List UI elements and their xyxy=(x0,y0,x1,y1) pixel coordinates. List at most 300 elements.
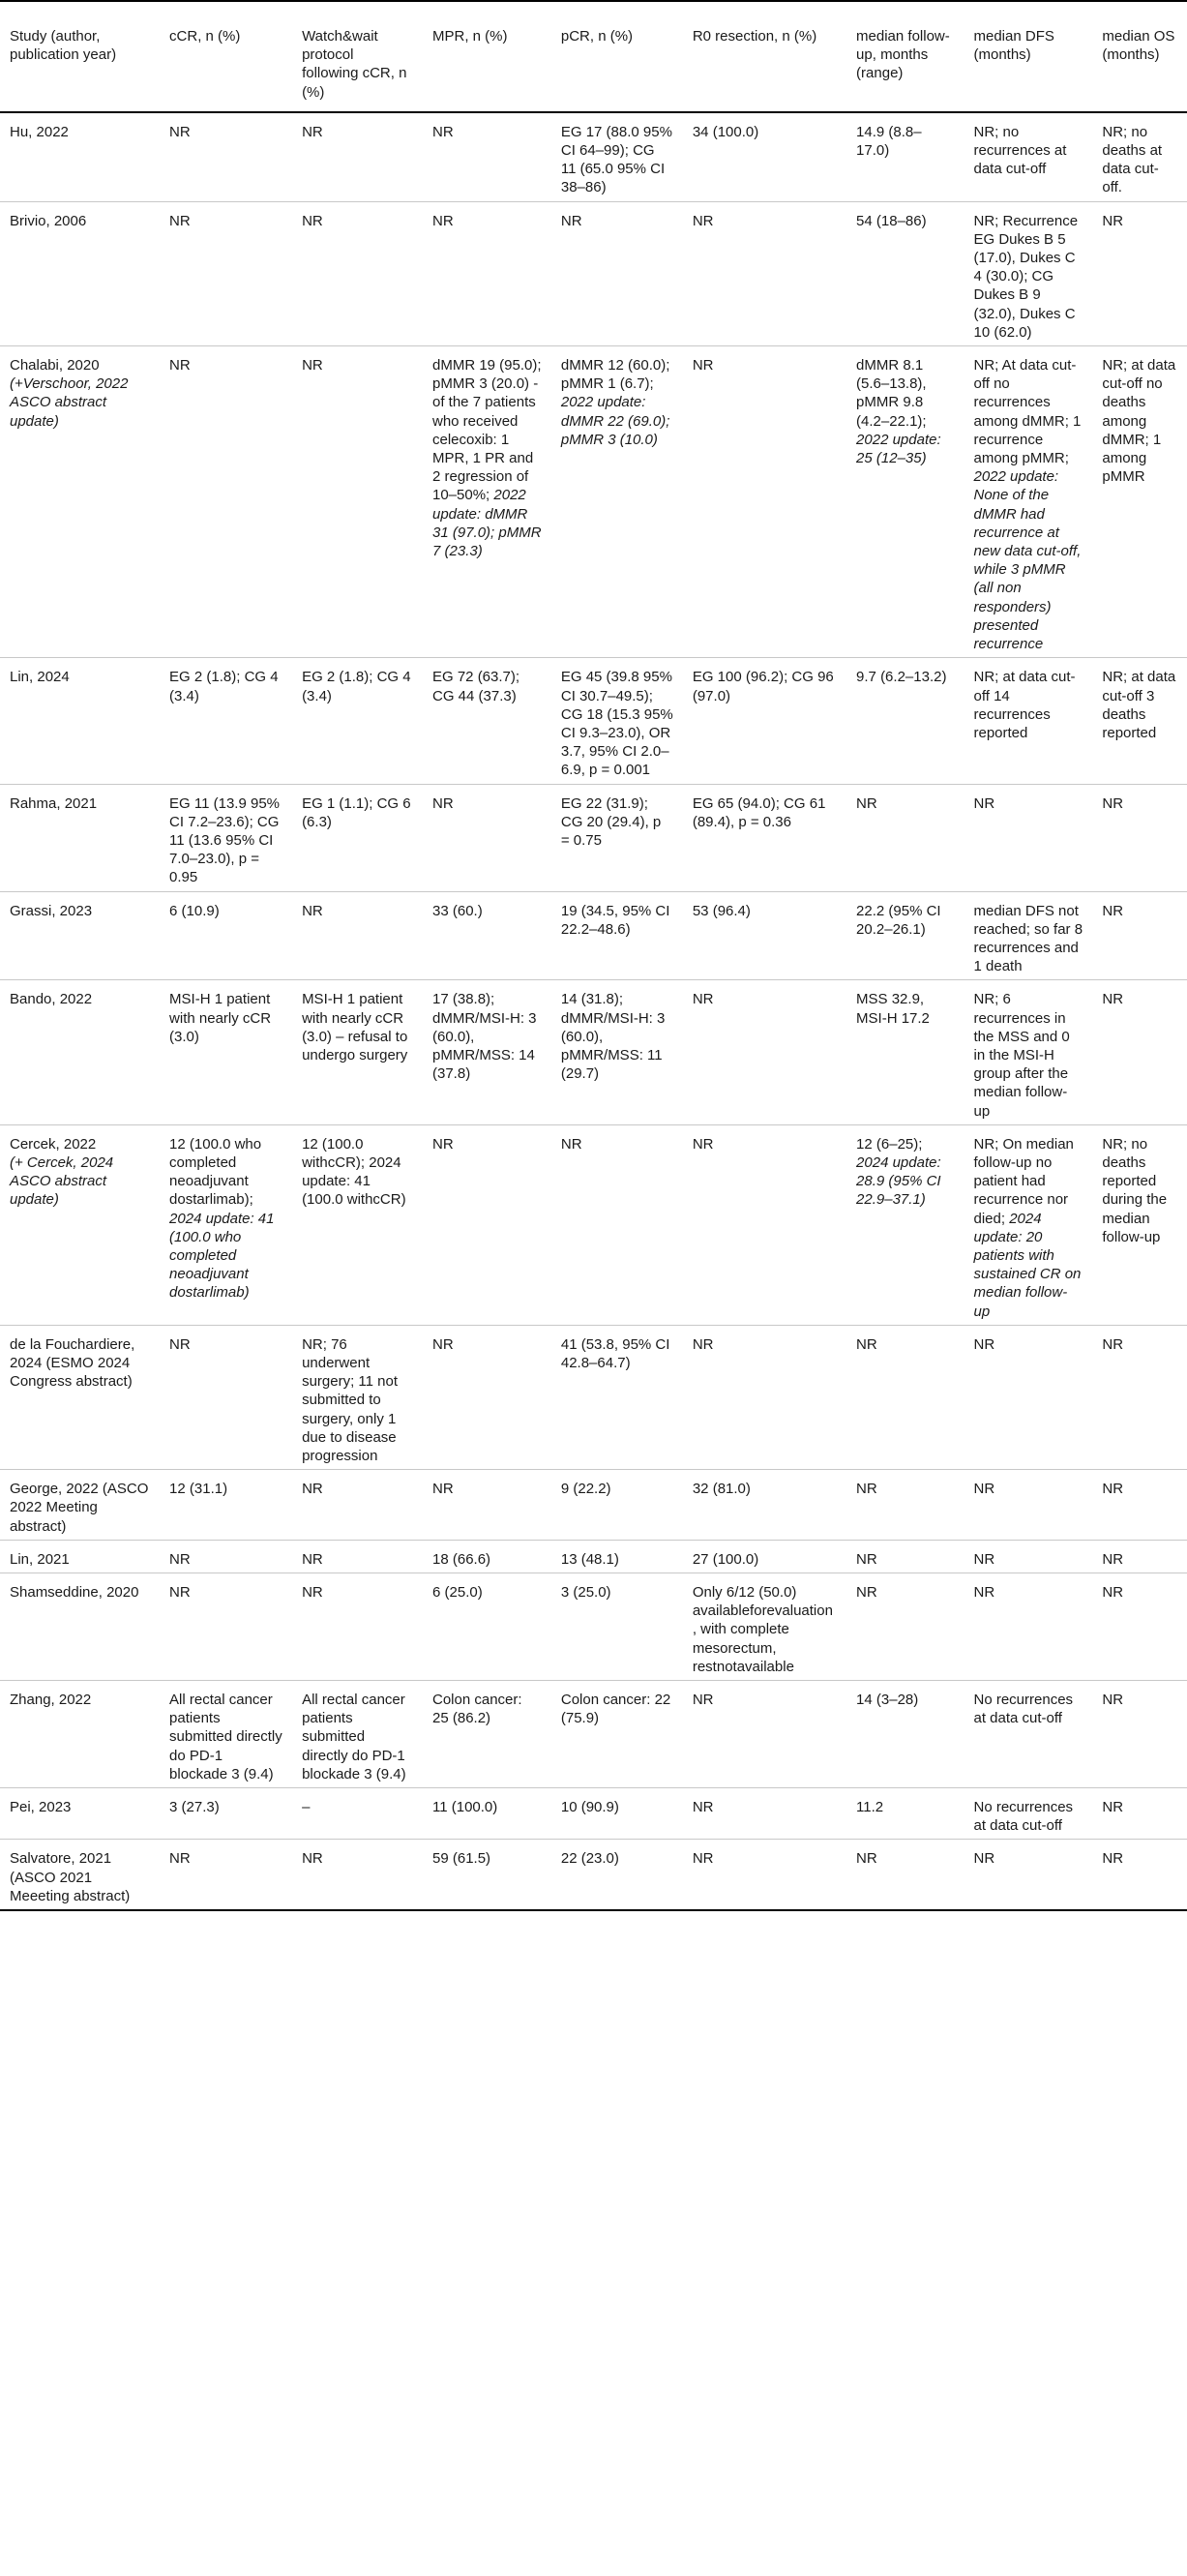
cell-update-text: 2022 update: dMMR 22 (69.0); pMMR 3 (10.0) xyxy=(560,394,670,448)
table-row xyxy=(0,346,1187,658)
cell-text: NR xyxy=(560,212,582,229)
table-body xyxy=(0,112,1187,1910)
cell-text: 12 (100.0 withcCR); 2024 update: 41 (100.0 withcCR) xyxy=(302,1135,406,1209)
cell-pcr xyxy=(551,1470,683,1541)
cell-text: NR xyxy=(169,1335,191,1353)
cell-ccr xyxy=(160,891,292,980)
table-row xyxy=(0,1470,1187,1541)
cell-watch-wait xyxy=(292,658,423,784)
cell-r0 xyxy=(683,1788,846,1840)
cell-update-text: 2022 update: 25 (12–35) xyxy=(856,431,941,467)
cell-follow-up xyxy=(846,1325,964,1469)
cell-watch-wait xyxy=(292,1788,423,1840)
cell-text: 3 (27.3) xyxy=(169,1799,220,1816)
cell-r0 xyxy=(683,980,846,1124)
cell-text: NR xyxy=(856,1335,877,1353)
cell-r0 xyxy=(683,201,846,345)
cell-text: NR; at data cut-off 14 recurrences reported xyxy=(973,669,1076,741)
cell-text: NR xyxy=(302,123,323,140)
cell-text: Rahma, 2021 xyxy=(10,794,98,812)
cell-text: NR xyxy=(1102,1335,1124,1353)
cell-text: NR xyxy=(1102,1481,1124,1498)
cell-text: NR xyxy=(692,1692,714,1709)
cell-pcr xyxy=(551,1681,683,1788)
cell-r0 xyxy=(683,1573,846,1681)
cell-text: EG 2 (1.8); CG 4 (3.4) xyxy=(302,669,411,704)
table-row xyxy=(0,1124,1187,1325)
cell-os xyxy=(1092,1470,1187,1541)
cell-os xyxy=(1092,1788,1187,1840)
cell-text: NR xyxy=(432,1335,454,1353)
cell-text: 33 (60.) xyxy=(432,902,483,919)
cell-text: NR; On median follow-up no patient had recurrence nor died; xyxy=(973,1135,1074,1227)
cell-study xyxy=(0,891,160,980)
cell-text: NR xyxy=(856,1550,877,1568)
cell-text: NR xyxy=(1102,1850,1124,1868)
header-row xyxy=(0,1,1187,112)
table-row xyxy=(0,1540,1187,1573)
cell-follow-up xyxy=(846,980,964,1124)
table-row xyxy=(0,980,1187,1124)
cell-update-text: (+ Cercek, 2024 ASCO abstract update) xyxy=(10,1153,114,1209)
cell-text: Grassi, 2023 xyxy=(10,902,93,919)
cell-mpr xyxy=(423,1540,551,1573)
cell-mpr xyxy=(423,1840,551,1910)
cell-pcr xyxy=(551,1325,683,1469)
cell-watch-wait xyxy=(292,784,423,891)
cell-text: NR xyxy=(432,1481,454,1498)
cell-text: 11.2 xyxy=(856,1799,884,1816)
cell-text: NR xyxy=(302,1850,323,1868)
cell-watch-wait xyxy=(292,1681,423,1788)
cell-text: – xyxy=(302,1799,311,1816)
cell-text: NR xyxy=(1102,1799,1124,1816)
cell-text: EG 22 (31.9); CG 20 (29.4), p = 0.75 xyxy=(560,794,662,849)
cell-text: 14 (3–28) xyxy=(856,1692,919,1709)
cell-ccr xyxy=(160,1124,292,1325)
cell-dfs xyxy=(964,201,1093,345)
cell-ccr xyxy=(160,658,292,784)
cell-os xyxy=(1092,346,1187,658)
cell-ccr xyxy=(160,1681,292,1788)
cell-text: NR xyxy=(432,1135,454,1153)
cell-follow-up xyxy=(846,1788,964,1840)
cell-dfs xyxy=(964,1788,1093,1840)
cell-os xyxy=(1092,980,1187,1124)
cell-text: 22 (23.0) xyxy=(560,1850,619,1868)
cell-text: de la Fouchardiere, 2024 (ESMO 2024 Congress abstract) xyxy=(10,1335,135,1391)
cell-dfs xyxy=(964,1540,1093,1573)
cell-dfs xyxy=(964,1470,1093,1541)
cell-os xyxy=(1092,1573,1187,1681)
cell-watch-wait xyxy=(292,891,423,980)
cell-study xyxy=(0,1681,160,1788)
cell-dfs xyxy=(964,1325,1093,1469)
cell-follow-up xyxy=(846,346,964,658)
cell-update-text: 2024 update: 20 patients with sustained CR on median follow-up xyxy=(973,1210,1082,1320)
cell-text: Salvatore, 2021 (ASCO 2021 Meeeting abstract) xyxy=(10,1850,131,1904)
table-row xyxy=(0,784,1187,891)
cell-pcr xyxy=(551,980,683,1124)
cell-study xyxy=(0,784,160,891)
cell-pcr xyxy=(551,112,683,201)
header-dfs: median DFS (months) xyxy=(973,28,1054,64)
table-row xyxy=(0,1681,1187,1788)
cell-text: Hu, 2022 xyxy=(10,123,69,140)
cell-dfs xyxy=(964,1681,1093,1788)
cell-watch-wait xyxy=(292,1124,423,1325)
cell-follow-up xyxy=(846,1681,964,1788)
cell-text: NR xyxy=(560,1135,582,1153)
cell-r0 xyxy=(683,112,846,201)
cell-text: NR xyxy=(432,123,454,140)
cell-text: All rectal cancer patients submitted directly do PD-1 blockade 3 (9.4) xyxy=(169,1692,282,1782)
cell-mpr xyxy=(423,784,551,891)
cell-text: NR xyxy=(1102,794,1124,812)
header-os: median OS (months) xyxy=(1102,28,1175,64)
cell-text: 12 (31.1) xyxy=(169,1481,228,1498)
cell-ccr xyxy=(160,346,292,658)
cell-text: NR xyxy=(856,794,877,812)
cell-text: 10 (90.9) xyxy=(560,1799,619,1816)
cell-pcr xyxy=(551,1124,683,1325)
cell-text: NR xyxy=(169,1584,191,1602)
cell-follow-up xyxy=(846,201,964,345)
cell-text: dMMR 19 (95.0); pMMR 3 (20.0) - of the 7 patients who received celecoxib: 1 MPR, 1 PR and 2 regression of 10–50%; xyxy=(432,357,542,504)
cell-text: 6 (10.9) xyxy=(169,902,220,919)
cell-text: NR xyxy=(692,1850,714,1868)
cell-pcr xyxy=(551,1840,683,1910)
cell-text: NR xyxy=(1102,1692,1124,1709)
cell-text: 17 (38.8); dMMR/MSI-H: 3 (60.0), pMMR/MSS: 14 (37.8) xyxy=(432,991,537,1083)
cell-os xyxy=(1092,1840,1187,1910)
cell-text: Bando, 2022 xyxy=(10,991,93,1008)
cell-r0 xyxy=(683,784,846,891)
table-row xyxy=(0,1573,1187,1681)
header-follow-up: median follow-up, months (range) xyxy=(856,28,950,82)
cell-study xyxy=(0,1840,160,1910)
cell-os xyxy=(1092,1681,1187,1788)
cell-text: No recurrences at data cut-off xyxy=(973,1799,1074,1835)
cell-ccr xyxy=(160,1573,292,1681)
cell-text: NR; at data cut-off no deaths among dMMR; 1 among pMMR xyxy=(1102,357,1176,486)
cell-ccr xyxy=(160,784,292,891)
cell-text: NR xyxy=(692,212,714,229)
cell-text: NR xyxy=(169,123,191,140)
cell-ccr xyxy=(160,1840,292,1910)
cell-study xyxy=(0,1540,160,1573)
cell-follow-up xyxy=(846,1470,964,1541)
cell-dfs xyxy=(964,1573,1093,1681)
cell-text: NR xyxy=(1102,902,1124,919)
cell-dfs xyxy=(964,112,1093,201)
table-row xyxy=(0,1325,1187,1469)
cell-text: 13 (48.1) xyxy=(560,1550,619,1568)
cell-text: Only 6/12 (50.0) availableforevaluation, with complete mesorectum, restnotavailable xyxy=(692,1584,833,1675)
cell-text: NR xyxy=(973,1584,995,1602)
cell-os xyxy=(1092,891,1187,980)
cell-text: NR xyxy=(432,212,454,229)
cell-follow-up xyxy=(846,1840,964,1910)
cell-text: NR xyxy=(302,1584,323,1602)
cell-text: NR xyxy=(1102,1584,1124,1602)
cell-text: NR; 76 underwent surgery; 11 not submitted to surgery, only 1 due to disease progression xyxy=(302,1335,399,1465)
cell-text: NR; no recurrences at data cut-off xyxy=(973,123,1067,178)
cell-pcr xyxy=(551,1540,683,1573)
cell-mpr xyxy=(423,112,551,201)
cell-ccr xyxy=(160,1788,292,1840)
cell-watch-wait xyxy=(292,1325,423,1469)
cell-r0 xyxy=(683,1470,846,1541)
cell-text: NR xyxy=(169,212,191,229)
table-row xyxy=(0,1788,1187,1840)
cell-r0 xyxy=(683,658,846,784)
cell-text: NR xyxy=(973,1481,995,1498)
cell-text: MSI-H 1 patient with nearly cCR (3.0) xyxy=(169,991,272,1045)
cell-text: NR xyxy=(856,1481,877,1498)
cell-os xyxy=(1092,1540,1187,1573)
cell-text: NR xyxy=(973,794,995,812)
cell-mpr xyxy=(423,1573,551,1681)
cell-mpr xyxy=(423,346,551,658)
cell-ccr xyxy=(160,201,292,345)
cell-text: NR; 6 recurrences in the MSS and 0 in the MSI-H group after the median follow-up xyxy=(973,991,1070,1120)
cell-text: 3 (25.0) xyxy=(560,1584,611,1602)
cell-text: Zhang, 2022 xyxy=(10,1692,92,1709)
cell-os xyxy=(1092,1325,1187,1469)
cell-text: EG 2 (1.8); CG 4 (3.4) xyxy=(169,669,279,704)
header-r0: R0 resection, n (%) xyxy=(692,28,817,45)
cell-text: 14.9 (8.8–17.0) xyxy=(856,123,922,160)
cell-ccr xyxy=(160,980,292,1124)
cell-mpr xyxy=(423,1325,551,1469)
cell-text: 9.7 (6.2–13.2) xyxy=(856,669,947,686)
cell-text: Colon cancer: 22 (75.9) xyxy=(560,1692,671,1727)
cell-text: NR xyxy=(692,1335,714,1353)
cell-text: 9 (22.2) xyxy=(560,1481,611,1498)
cell-text: NR xyxy=(169,357,191,374)
cell-text: 14 (31.8); dMMR/MSI-H: 3 (60.0), pMMR/MSS: 11 (29.7) xyxy=(560,991,666,1083)
cell-follow-up xyxy=(846,891,964,980)
cell-dfs xyxy=(964,784,1093,891)
cell-text: 6 (25.0) xyxy=(432,1584,483,1602)
cell-text: NR xyxy=(856,1584,877,1602)
cell-text: NR; At data cut-off no recurrences among dMMR; 1 recurrence among pMMR; xyxy=(973,357,1082,467)
cell-ccr xyxy=(160,112,292,201)
table-row xyxy=(0,658,1187,784)
cell-mpr xyxy=(423,1788,551,1840)
cell-update-text: 2022 update: None of the dMMR had recurrence at new data cut-off, while 3 pMMR (all non responders) presented recurrence xyxy=(973,468,1082,653)
cell-text: EG 17 (88.0 95% CI 64–99); CG 11 (65.0 95% CI 38–86) xyxy=(560,123,672,196)
cell-text: 27 (100.0) xyxy=(692,1550,759,1568)
cell-text: NR xyxy=(692,991,714,1008)
cell-text: NR xyxy=(302,902,323,919)
cell-pcr xyxy=(551,1573,683,1681)
cell-pcr xyxy=(551,1788,683,1840)
cell-dfs xyxy=(964,658,1093,784)
header-pcr: pCR, n (%) xyxy=(560,28,634,45)
cell-text: NR xyxy=(856,1850,877,1868)
cell-text: NR; no deaths at data cut-off. xyxy=(1102,123,1163,196)
table-header xyxy=(0,1,1187,112)
table-row xyxy=(0,1840,1187,1910)
cell-text: 53 (96.4) xyxy=(692,902,751,919)
cell-text: Shamseddine, 2020 xyxy=(10,1584,139,1602)
cell-mpr xyxy=(423,201,551,345)
cell-r0 xyxy=(683,891,846,980)
cell-watch-wait xyxy=(292,1470,423,1541)
cell-r0 xyxy=(683,1540,846,1573)
cell-os xyxy=(1092,1124,1187,1325)
cell-text: EG 11 (13.9 95% CI 7.2–23.6); CG 11 (13.6 95% CI 7.0–23.0), p = 0.95 xyxy=(169,794,281,886)
cell-watch-wait xyxy=(292,980,423,1124)
cell-text: NR xyxy=(692,357,714,374)
cell-text: NR xyxy=(692,1799,714,1816)
cell-study xyxy=(0,658,160,784)
cell-r0 xyxy=(683,1840,846,1910)
cell-text: MSI-H 1 patient with nearly cCR (3.0) – refusal to undergo surgery xyxy=(302,991,408,1063)
cell-text: EG 1 (1.1); CG 6 (6.3) xyxy=(302,794,411,830)
cell-ccr xyxy=(160,1540,292,1573)
cell-text: 18 (66.6) xyxy=(432,1550,491,1568)
cell-text: 11 (100.0) xyxy=(432,1799,498,1816)
cell-mpr xyxy=(423,1470,551,1541)
cell-mpr xyxy=(423,891,551,980)
cell-text: Brivio, 2006 xyxy=(10,212,87,229)
cell-text: NR xyxy=(432,794,454,812)
cell-follow-up xyxy=(846,658,964,784)
cell-watch-wait xyxy=(292,1573,423,1681)
table-row xyxy=(0,891,1187,980)
cell-mpr xyxy=(423,658,551,784)
cell-text: Chalabi, 2020 xyxy=(10,357,100,374)
cell-text: EG 65 (94.0); CG 61 (89.4), p = 0.36 xyxy=(692,794,826,830)
cell-text: NR xyxy=(302,1481,323,1498)
cell-r0 xyxy=(683,1681,846,1788)
cell-mpr xyxy=(423,980,551,1124)
cell-follow-up xyxy=(846,1540,964,1573)
cell-text: Lin, 2021 xyxy=(10,1550,70,1568)
cell-text: MSS 32.9, MSI-H 17.2 xyxy=(856,991,930,1027)
cell-study xyxy=(0,1788,160,1840)
cell-watch-wait xyxy=(292,112,423,201)
cell-r0 xyxy=(683,346,846,658)
cell-watch-wait xyxy=(292,346,423,658)
cell-follow-up xyxy=(846,784,964,891)
cell-dfs xyxy=(964,980,1093,1124)
cell-follow-up xyxy=(846,112,964,201)
cell-text: EG 45 (39.8 95% CI 30.7–49.5); CG 18 (15.3 95% CI 9.3–23.0), OR 3.7, 95% CI 2.0–6.9, p = 0.001 xyxy=(560,669,673,779)
cell-text: NR xyxy=(1102,991,1124,1008)
cell-pcr xyxy=(551,658,683,784)
cell-text: NR xyxy=(169,1850,191,1868)
cell-ccr xyxy=(160,1325,292,1469)
cell-text: dMMR 8.1 (5.6–13.8), pMMR 9.8 (4.2–22.1); xyxy=(856,357,927,430)
cell-update-text: 2022 update: dMMR 31 (97.0); pMMR 7 (23.3) xyxy=(432,487,542,560)
cell-text: 41 (53.8, 95% CI 42.8–64.7) xyxy=(560,1335,670,1371)
cell-study xyxy=(0,1124,160,1325)
cell-follow-up xyxy=(846,1573,964,1681)
cell-text: Colon cancer: 25 (86.2) xyxy=(432,1692,522,1727)
cell-text: NR; no deaths reported during the median follow-up xyxy=(1102,1135,1168,1245)
header-watch-wait: Watch&wait protocol following cCR, n (%) xyxy=(302,28,407,101)
cell-dfs xyxy=(964,891,1093,980)
cell-pcr xyxy=(551,346,683,658)
cell-update-text: 2024 update: 28.9 (95% CI 22.9–37.1) xyxy=(856,1153,941,1209)
header-study: Study (author, publication year) xyxy=(10,28,117,64)
cell-text: NR xyxy=(973,1550,995,1568)
table-row xyxy=(0,201,1187,345)
cell-text: All rectal cancer patients submitted directly do PD-1 blockade 3 (9.4) xyxy=(302,1692,406,1782)
cell-dfs xyxy=(964,346,1093,658)
cell-text: Pei, 2023 xyxy=(10,1799,72,1816)
cell-study xyxy=(0,1325,160,1469)
cell-text: NR xyxy=(973,1335,995,1353)
cell-watch-wait xyxy=(292,1840,423,1910)
cell-mpr xyxy=(423,1681,551,1788)
cell-os xyxy=(1092,784,1187,891)
cell-watch-wait xyxy=(292,201,423,345)
cell-mpr xyxy=(423,1124,551,1325)
cell-os xyxy=(1092,112,1187,201)
cell-dfs xyxy=(964,1124,1093,1325)
cell-update-text: (+Verschoor, 2022 ASCO abstract update) xyxy=(10,375,129,430)
cell-text: EG 100 (96.2); CG 96 (97.0) xyxy=(692,669,834,704)
cell-text: 12 (6–25); xyxy=(856,1135,923,1153)
cell-text: Lin, 2024 xyxy=(10,669,70,686)
cell-text: dMMR 12 (60.0); pMMR 1 (6.7); xyxy=(560,357,670,393)
cell-r0 xyxy=(683,1325,846,1469)
cell-study xyxy=(0,980,160,1124)
cell-text: NR xyxy=(973,1850,995,1868)
cell-study xyxy=(0,201,160,345)
cell-os xyxy=(1092,201,1187,345)
cell-text: NR; at data cut-off 3 deaths reported xyxy=(1102,669,1176,741)
cell-text: 22.2 (95% CI 20.2–26.1) xyxy=(856,902,941,938)
cell-text: NR xyxy=(302,212,323,229)
cell-study xyxy=(0,112,160,201)
cell-text: 34 (100.0) xyxy=(692,123,759,140)
cell-text: NR xyxy=(1102,212,1124,229)
cell-dfs xyxy=(964,1840,1093,1910)
cell-ccr xyxy=(160,1470,292,1541)
cell-text: median DFS not reached; so far 8 recurrences and 1 death xyxy=(973,902,1083,975)
cell-pcr xyxy=(551,784,683,891)
cell-text: NR xyxy=(692,1135,714,1153)
cell-text: NR xyxy=(169,1550,191,1568)
cell-pcr xyxy=(551,201,683,345)
cell-study xyxy=(0,346,160,658)
cell-watch-wait xyxy=(292,1540,423,1573)
cell-text: 54 (18–86) xyxy=(856,212,927,229)
cell-follow-up xyxy=(846,1124,964,1325)
cell-study xyxy=(0,1470,160,1541)
cell-pcr xyxy=(551,891,683,980)
cell-text: NR xyxy=(1102,1550,1124,1568)
cell-text: NR xyxy=(302,1550,323,1568)
header-ccr: cCR, n (%) xyxy=(169,28,241,45)
header-mpr: MPR, n (%) xyxy=(432,28,508,45)
cell-os xyxy=(1092,658,1187,784)
cell-text: No recurrences at data cut-off xyxy=(973,1692,1074,1727)
cell-text: EG 72 (63.7); CG 44 (37.3) xyxy=(432,669,520,704)
cell-text: 12 (100.0 who completed neoadjuvant dostarlimab); xyxy=(169,1135,262,1209)
cell-text: NR xyxy=(302,357,323,374)
cell-text: Cercek, 2022 xyxy=(10,1135,97,1153)
cell-text: 32 (81.0) xyxy=(692,1481,751,1498)
cell-text: George, 2022 (ASCO 2022 Meeting abstract) xyxy=(10,1481,149,1535)
cell-update-text: 2024 update: 41 (100.0 who completed neoadjuvant dostarlimab) xyxy=(169,1210,275,1302)
